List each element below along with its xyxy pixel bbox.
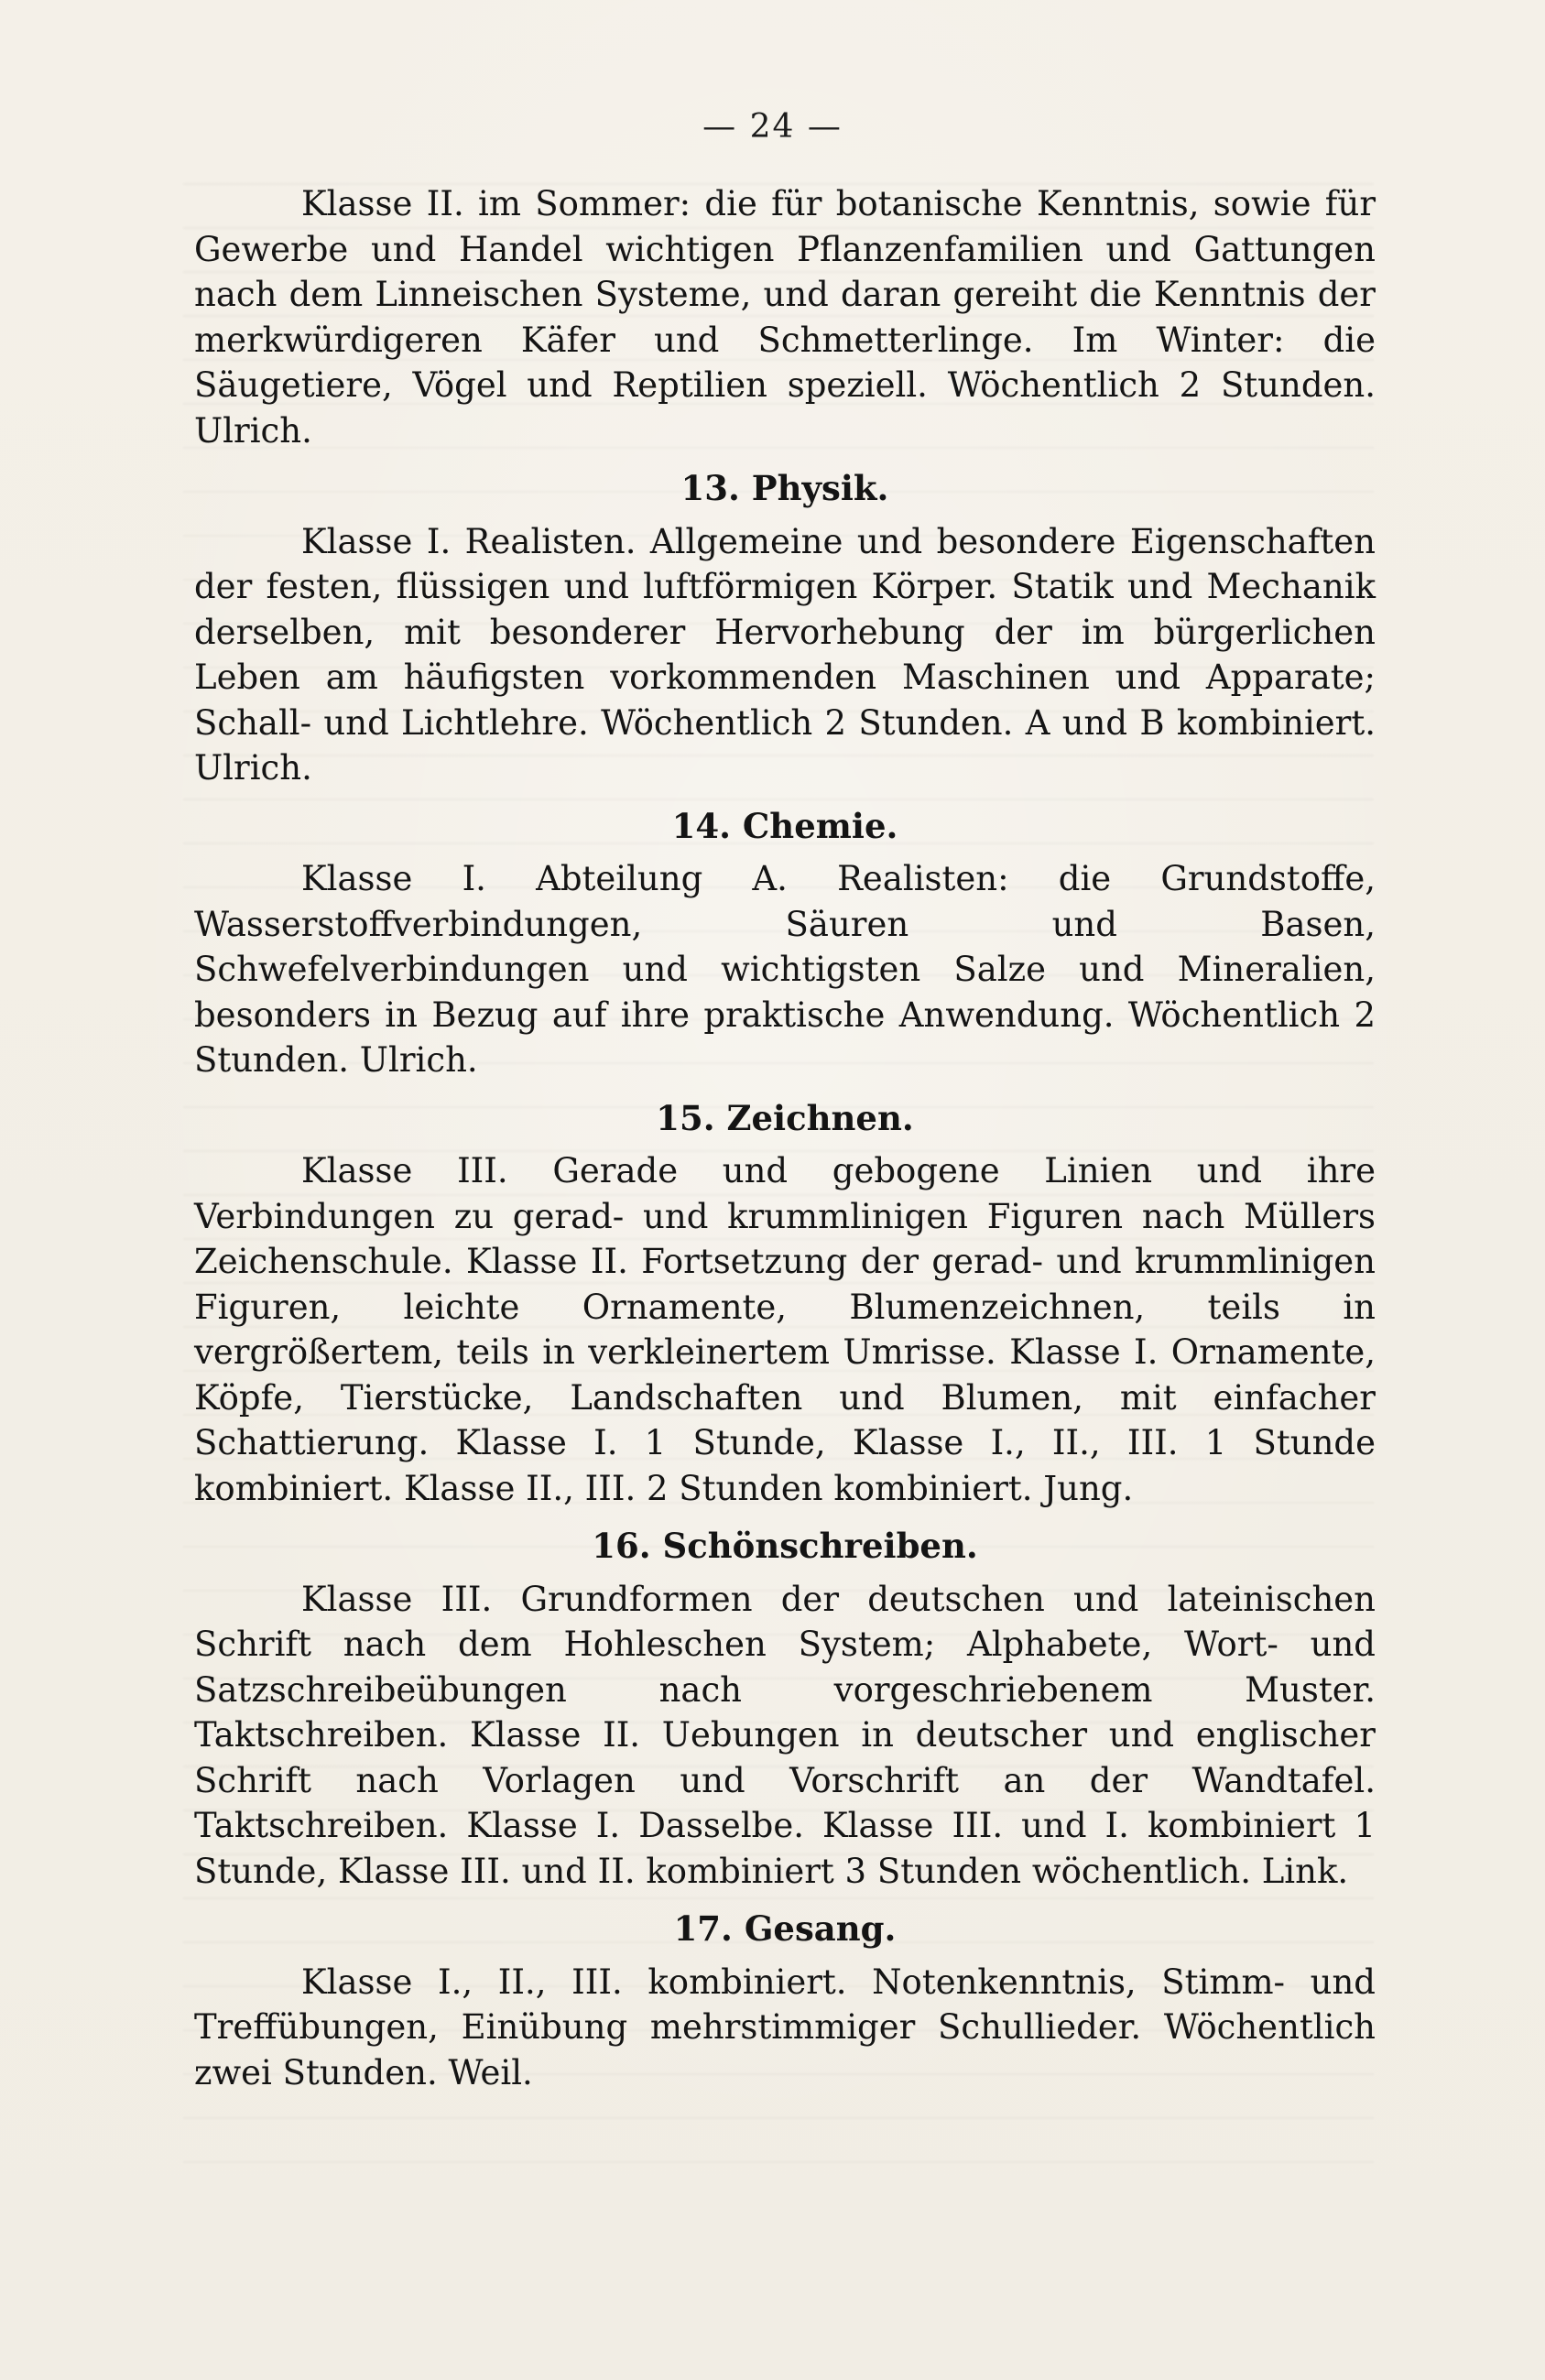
section-heading-zeichnen: 15. Zeichnen. xyxy=(656,1097,914,1138)
paragraph-schoenschreiben: Klasse III. Grundformen der deutschen und lateinischen Schrift nach dem Hohleschen System; Alphabete, Wort- und Satzschreibeübungen nach vorgeschriebenem Muster. Taktschreiben. Klasse II. Uebungen in deutscher und englischer Schrift nach Vorlagen und Vorschrift an der Wandtafel. Taktschreiben. Klasse I. Dasselbe. Klasse III. und I. kombiniert 1 Stunde, Klasse III. und II. kombiniert 3 Stunden wöchentlich. Link. xyxy=(194,1579,1376,1891)
section-heading-gesang: 17. Gesang. xyxy=(673,1908,897,1949)
page-number: — 24 — xyxy=(702,108,843,146)
paragraph-zeichnen: Klasse III. Gerade und gebogene Linien und ihre Verbindungen zu gerad- und krummlinigen Figuren nach Müllers Zeichenschule. Klasse II. Fortsetzung der gerad- und krummlinigen Figuren, leichte Ornamente, Blumenzeichnen, teils in vergrößertem, teils in verkleinertem Umrisse. Klasse I. Ornamente, Köpfe, Tierstücke, Landschaften und Blumen, mit einfacher Schattierung. Klasse I. 1 Stunde, Klasse I., II., III. 1 Stunde kombiniert. Klasse II., III. 2 Stunden kombiniert. Jung. xyxy=(194,1151,1376,1508)
paragraph-physik: Klasse I. Realisten. Allgemeine und besondere Eigenschaften der festen, flüssigen und luftförmigen Körper. Statik und Mechanik derselben, mit besonderer Hervorhebung der im bürgerlichen Leben am häufigsten vorkommenden Maschinen und Apparate; Schall- und Lichtlehre. Wöchentlich 2 Stunden. A und B kombiniert. Ulrich. xyxy=(194,521,1376,788)
paragraph-gesang: Klasse I., II., III. kombiniert. Notenkenntnis, Stimm- und Treffübungen, Einübung mehrstimmiger Schullieder. Wöchentlich zwei Stunden. Weil. xyxy=(194,1962,1376,2092)
page-body xyxy=(194,181,1376,2095)
section-heading-chemie: 14. Chemie. xyxy=(671,805,898,846)
paragraph-chemie: Klasse I. Abteilung A. Realisten: die Grundstoffe, Wasserstoffverbindungen, Säuren und Basen, Schwefelverbindungen und wichtigsten Salze und Mineralien, besonders in Bezug auf ihre praktische Anwendung. Wöchentlich 2 Stunden. Ulrich. xyxy=(194,859,1376,1080)
paragraph-botany-classes: Klasse II. im Sommer: die für botanische Kenntnis, sowie für Gewerbe und Handel wichtigen Pflanzenfamilien und Gattungen nach dem Linneischen Systeme, und daran gereiht die Kenntnis der merkwürdigeren Käfer und Schmetterlinge. Im Winter: die Säugetiere, Vögel und Reptilien speziell. Wöchentlich 2 Stunden. Ulrich. xyxy=(194,184,1376,451)
section-heading-schoenschreiben: 16. Schönschreiben. xyxy=(592,1526,978,1566)
section-heading-physik: 13. Physik. xyxy=(680,468,889,508)
